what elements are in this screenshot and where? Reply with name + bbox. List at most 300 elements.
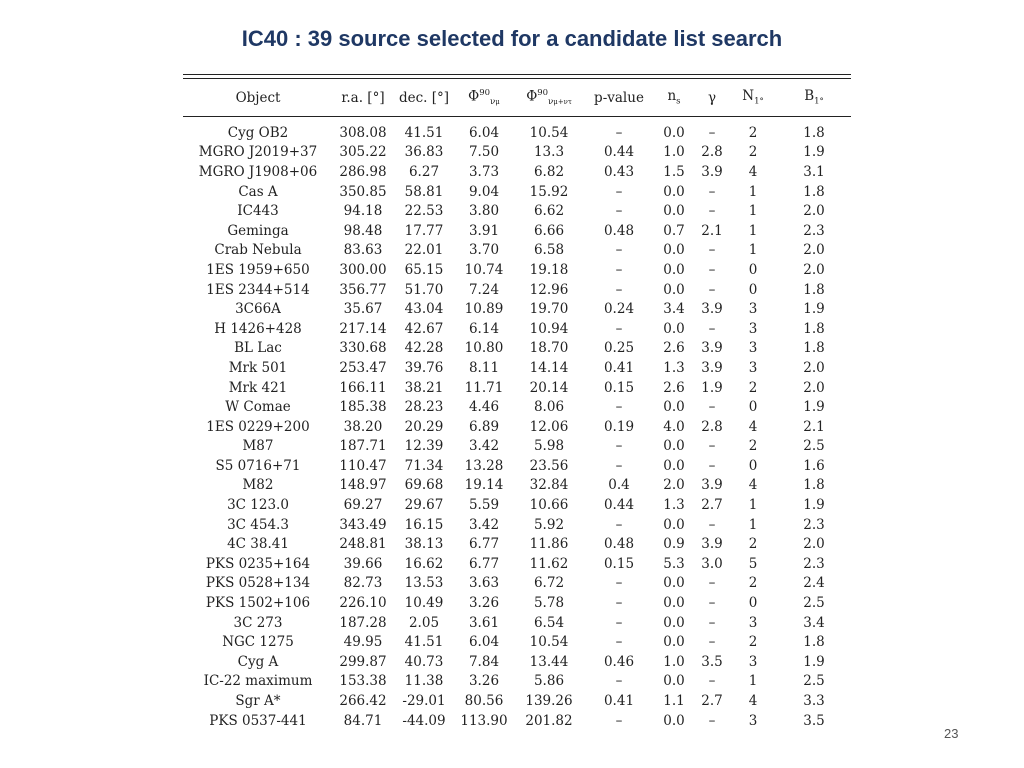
cell-ns: 2.0 — [663, 477, 685, 494]
cell-p-value: 0.24 — [603, 301, 635, 318]
cell-phi-sum: 10.54 — [529, 124, 569, 141]
cell-n1: 1 — [748, 673, 758, 690]
cell-p-value: – — [615, 438, 623, 455]
cell-ns: 1.5 — [663, 163, 685, 180]
cell-ns: 1.0 — [663, 653, 685, 670]
cell-phi-sum: 15.92 — [529, 183, 569, 200]
cell-dec: 38.21 — [404, 379, 444, 396]
cell-phi-sum: 5.86 — [533, 673, 565, 690]
cell-gamma: 3.9 — [701, 536, 723, 553]
cell-phi-numu: 10.80 — [464, 340, 504, 357]
cell-phi-sum: 10.66 — [529, 497, 569, 514]
cell-n1: 5 — [748, 555, 758, 572]
cell-ns: 0.0 — [663, 242, 685, 259]
table-row — [183, 534, 851, 554]
cell-phi-sum: 6.58 — [533, 242, 565, 259]
header-dec: dec. [°] — [393, 79, 455, 117]
table-row — [183, 162, 851, 182]
cell-b1: 3.3 — [803, 693, 825, 710]
table-row — [183, 672, 851, 692]
cell-ns: 0.0 — [663, 320, 685, 337]
cell-p-value: – — [615, 614, 623, 631]
cell-phi-numu: 3.73 — [468, 163, 500, 180]
cell-dec: 40.73 — [404, 653, 444, 670]
cell-p-value: 0.46 — [603, 653, 635, 670]
cell-gamma: – — [708, 124, 716, 141]
cell-p-value: 0.48 — [603, 222, 635, 239]
cell-object: MGRO J1908+06 — [198, 163, 318, 180]
table-row — [183, 221, 851, 241]
source-table — [183, 79, 851, 730]
cell-ns: 0.0 — [663, 516, 685, 533]
cell-dec: 42.28 — [404, 340, 444, 357]
cell-phi-numu: 7.24 — [468, 281, 500, 298]
table-row — [183, 711, 851, 731]
cell-phi-sum: 8.06 — [533, 399, 565, 416]
cell-ns: 0.0 — [663, 712, 685, 729]
cell-dec: 22.01 — [404, 242, 444, 259]
cell-dec: 29.67 — [404, 497, 444, 514]
cell-p-value: – — [615, 399, 623, 416]
cell-ra: 343.49 — [339, 516, 387, 533]
cell-phi-numu: 5.59 — [468, 497, 500, 514]
cell-b1: 1.8 — [803, 340, 825, 357]
cell-n1: 1 — [748, 203, 758, 220]
cell-gamma: – — [708, 595, 716, 612]
page-number: 23 — [944, 726, 959, 741]
cell-phi-numu: 80.56 — [464, 693, 504, 710]
cell-p-value: 0.15 — [603, 555, 635, 572]
cell-n1: 0 — [748, 261, 758, 278]
cell-p-value: 0.41 — [603, 359, 635, 376]
cell-b1: 1.9 — [803, 301, 825, 318]
cell-phi-sum: 11.62 — [529, 555, 569, 572]
cell-b1: 2.1 — [803, 418, 825, 435]
cell-b1: 2.0 — [803, 261, 825, 278]
cell-phi-numu: 6.89 — [468, 418, 500, 435]
cell-gamma: – — [708, 438, 716, 455]
cell-object: 3C66A — [235, 301, 281, 318]
table-row — [183, 476, 851, 496]
cell-ns: 2.6 — [663, 340, 685, 357]
cell-object: 1ES 2344+514 — [206, 281, 310, 298]
cell-phi-numu: 3.63 — [468, 575, 500, 592]
cell-gamma: – — [708, 712, 716, 729]
cell-phi-sum: 13.3 — [533, 144, 565, 161]
cell-dec: 28.23 — [404, 399, 444, 416]
cell-ra: 299.87 — [339, 653, 387, 670]
cell-gamma: – — [708, 673, 716, 690]
cell-dec: 42.67 — [404, 320, 444, 337]
cell-gamma: 2.8 — [701, 418, 723, 435]
cell-ns: 0.0 — [663, 183, 685, 200]
cell-dec: 38.13 — [404, 536, 444, 553]
cell-n1: 4 — [748, 693, 758, 710]
table-row — [183, 593, 851, 613]
cell-object: S5 0716+71 — [215, 457, 301, 474]
cell-phi-numu: 9.04 — [468, 183, 500, 200]
cell-gamma: – — [708, 516, 716, 533]
cell-b1: 2.5 — [803, 595, 825, 612]
cell-phi-numu: 6.77 — [468, 555, 500, 572]
cell-n1: 1 — [748, 242, 758, 259]
cell-phi-numu: 8.11 — [468, 359, 500, 376]
cell-phi-numu: 7.84 — [468, 653, 500, 670]
cell-n1: 3 — [748, 712, 758, 729]
cell-object: PKS 0235+164 — [205, 555, 311, 572]
cell-b1: 2.0 — [803, 379, 825, 396]
table-row — [183, 117, 851, 143]
table-row — [183, 241, 851, 261]
cell-p-value: – — [615, 203, 623, 220]
cell-ra: 330.68 — [339, 340, 387, 357]
header-gamma: γ — [695, 79, 729, 117]
cell-b1: 3.4 — [803, 614, 825, 631]
cell-ra: 110.47 — [339, 457, 387, 474]
cell-gamma: 2.7 — [701, 693, 723, 710]
cell-object: 1ES 1959+650 — [206, 261, 310, 278]
cell-n1: 4 — [748, 163, 758, 180]
cell-object: Cyg OB2 — [227, 124, 289, 141]
cell-phi-numu: 13.28 — [464, 457, 504, 474]
cell-dec: 10.49 — [404, 595, 444, 612]
cell-ns: 3.4 — [663, 301, 685, 318]
cell-phi-sum: 19.70 — [529, 301, 569, 318]
cell-phi-sum: 12.06 — [529, 418, 569, 435]
table-header-row — [183, 79, 851, 117]
cell-n1: 3 — [748, 301, 758, 318]
cell-phi-numu: 4.46 — [468, 399, 500, 416]
cell-object: Sgr A* — [235, 693, 281, 710]
cell-b1: 2.0 — [803, 242, 825, 259]
cell-object: PKS 0528+134 — [205, 575, 311, 592]
cell-n1: 0 — [748, 399, 758, 416]
cell-b1: 2.5 — [803, 438, 825, 455]
cell-b1: 1.9 — [803, 399, 825, 416]
cell-dec: 36.83 — [404, 144, 444, 161]
cell-phi-sum: 5.98 — [533, 438, 565, 455]
cell-gamma: – — [708, 242, 716, 259]
cell-p-value: – — [615, 634, 623, 651]
cell-dec: 71.34 — [404, 457, 444, 474]
cell-b1: 2.5 — [803, 673, 825, 690]
cell-p-value: 0.44 — [603, 497, 635, 514]
cell-b1: 2.0 — [803, 536, 825, 553]
cell-n1: 3 — [748, 340, 758, 357]
cell-phi-sum: 13.44 — [529, 653, 569, 670]
cell-ns: 0.0 — [663, 438, 685, 455]
cell-object: BL Lac — [234, 340, 282, 357]
cell-n1: 1 — [748, 497, 758, 514]
cell-object: 4C 38.41 — [227, 536, 289, 553]
cell-gamma: 3.9 — [701, 301, 723, 318]
cell-phi-numu: 3.70 — [468, 242, 500, 259]
cell-dec: 43.04 — [404, 301, 444, 318]
cell-object: Geminga — [227, 222, 289, 239]
cell-ra: 266.42 — [339, 693, 387, 710]
cell-b1: 2.3 — [803, 516, 825, 533]
cell-ns: 1.0 — [663, 144, 685, 161]
cell-dec: 13.53 — [404, 575, 444, 592]
cell-p-value: 0.41 — [603, 693, 635, 710]
cell-p-value: – — [615, 261, 623, 278]
cell-ra: 253.47 — [339, 359, 387, 376]
cell-ns: 0.0 — [663, 595, 685, 612]
cell-n1: 4 — [748, 477, 758, 494]
cell-phi-sum: 6.82 — [533, 163, 565, 180]
table-row — [183, 554, 851, 574]
cell-dec: 39.76 — [404, 359, 444, 376]
cell-gamma: 3.5 — [701, 653, 723, 670]
cell-ra: 356.77 — [339, 281, 387, 298]
cell-b1: 2.0 — [803, 203, 825, 220]
cell-p-value: – — [615, 183, 623, 200]
cell-phi-numu: 6.04 — [468, 634, 500, 651]
cell-phi-numu: 19.14 — [464, 477, 504, 494]
table-row — [183, 182, 851, 202]
cell-gamma: – — [708, 183, 716, 200]
cell-gamma: – — [708, 614, 716, 631]
cell-dec: 22.53 — [404, 203, 444, 220]
cell-n1: 3 — [748, 614, 758, 631]
cell-phi-sum: 5.92 — [533, 516, 565, 533]
table-row — [183, 260, 851, 280]
cell-p-value: – — [615, 516, 623, 533]
cell-ra: 226.10 — [339, 595, 387, 612]
cell-dec: 16.15 — [404, 516, 444, 533]
cell-phi-numu: 3.26 — [468, 673, 500, 690]
cell-p-value: – — [615, 124, 623, 141]
cell-gamma: – — [708, 575, 716, 592]
table-row — [183, 691, 851, 711]
cell-dec: 16.62 — [404, 555, 444, 572]
cell-phi-numu: 10.89 — [464, 301, 504, 318]
cell-ns: 0.0 — [663, 399, 685, 416]
cell-n1: 2 — [748, 144, 758, 161]
header-object: Object — [183, 79, 333, 117]
cell-ra: 69.27 — [343, 497, 383, 514]
cell-dec: 11.38 — [404, 673, 444, 690]
cell-ra: 82.73 — [343, 575, 383, 592]
cell-ra: 185.38 — [339, 399, 387, 416]
cell-p-value: – — [615, 673, 623, 690]
cell-p-value: – — [615, 595, 623, 612]
cell-ra: 286.98 — [339, 163, 387, 180]
cell-dec: 69.68 — [404, 477, 444, 494]
cell-object: PKS 0537-441 — [209, 712, 307, 729]
cell-gamma: 3.0 — [701, 555, 723, 572]
cell-b1: 1.8 — [803, 477, 825, 494]
cell-b1: 1.9 — [803, 144, 825, 161]
cell-phi-numu: 3.91 — [468, 222, 500, 239]
cell-n1: 2 — [748, 634, 758, 651]
cell-b1: 2.0 — [803, 359, 825, 376]
cell-gamma: 3.9 — [701, 340, 723, 357]
cell-p-value: – — [615, 281, 623, 298]
cell-b1: 1.9 — [803, 653, 825, 670]
cell-object: IC443 — [237, 203, 279, 220]
cell-ra: 166.11 — [339, 379, 387, 396]
cell-b1: 3.5 — [803, 712, 825, 729]
cell-object: Cas A — [238, 183, 278, 200]
cell-p-value: – — [615, 242, 623, 259]
header-b1: $B_{1^\circ}$ — [777, 79, 851, 117]
header-ra: r.a. [°] — [333, 79, 393, 117]
table-row — [183, 339, 851, 359]
table-row — [183, 280, 851, 300]
cell-ra: 94.18 — [343, 203, 383, 220]
cell-ra: 350.85 — [339, 183, 387, 200]
cell-ns: 1.1 — [663, 693, 685, 710]
cell-n1: 3 — [748, 359, 758, 376]
cell-phi-numu: 7.50 — [468, 144, 500, 161]
cell-gamma: 2.7 — [701, 497, 723, 514]
cell-b1: 1.6 — [803, 457, 825, 474]
cell-phi-sum: 12.96 — [529, 281, 569, 298]
cell-dec: 65.15 — [404, 261, 444, 278]
cell-n1: 2 — [748, 124, 758, 141]
cell-dec: 58.81 — [404, 183, 444, 200]
source-table-container — [183, 74, 851, 730]
table-row — [183, 652, 851, 672]
cell-ra: 49.95 — [343, 634, 383, 651]
cell-gamma: 2.8 — [701, 144, 723, 161]
cell-phi-numu: 10.74 — [464, 261, 504, 278]
cell-phi-sum: 20.14 — [529, 379, 569, 396]
table-row — [183, 437, 851, 457]
cell-ra: 98.48 — [343, 222, 383, 239]
cell-phi-numu: 3.61 — [468, 614, 500, 631]
cell-phi-numu: 3.80 — [468, 203, 500, 220]
cell-ns: 5.3 — [663, 555, 685, 572]
table-body — [183, 117, 851, 731]
cell-dec: 17.77 — [404, 222, 444, 239]
cell-p-value: 0.4 — [608, 477, 630, 494]
cell-ns: 0.0 — [663, 673, 685, 690]
cell-phi-numu: 3.42 — [468, 516, 500, 533]
cell-p-value: – — [615, 457, 623, 474]
cell-p-value: 0.48 — [603, 536, 635, 553]
cell-ns: 0.0 — [663, 575, 685, 592]
cell-ns: 0.0 — [663, 124, 685, 141]
header-n1: $N_{1^\circ}$ — [729, 79, 777, 117]
cell-ra: 39.66 — [343, 555, 383, 572]
table-row — [183, 378, 851, 398]
cell-n1: 1 — [748, 516, 758, 533]
cell-n1: 2 — [748, 536, 758, 553]
table-row — [183, 515, 851, 535]
cell-gamma: – — [708, 203, 716, 220]
cell-phi-sum: 139.26 — [525, 693, 573, 710]
header-p-value: p-value — [585, 79, 653, 117]
cell-ra: 83.63 — [343, 242, 383, 259]
cell-phi-sum: 201.82 — [525, 712, 573, 729]
cell-n1: 0 — [748, 457, 758, 474]
table-row — [183, 613, 851, 633]
cell-phi-sum: 18.70 — [529, 340, 569, 357]
cell-b1: 1.8 — [803, 124, 825, 141]
cell-ra: 187.71 — [339, 438, 387, 455]
cell-b1: 1.8 — [803, 634, 825, 651]
cell-object: M82 — [242, 477, 274, 494]
cell-object: PKS 1502+106 — [205, 595, 311, 612]
cell-ns: 0.9 — [663, 536, 685, 553]
cell-ns: 0.0 — [663, 614, 685, 631]
cell-phi-sum: 10.54 — [529, 634, 569, 651]
cell-phi-numu: 6.04 — [468, 124, 500, 141]
cell-object: Mrk 501 — [228, 359, 288, 376]
cell-b1: 1.8 — [803, 281, 825, 298]
cell-p-value: – — [615, 575, 623, 592]
cell-phi-sum: 23.56 — [529, 457, 569, 474]
cell-phi-numu: 3.26 — [468, 595, 500, 612]
cell-ns: 0.0 — [663, 281, 685, 298]
cell-dec: 41.51 — [404, 124, 444, 141]
cell-phi-sum: 10.94 — [529, 320, 569, 337]
cell-p-value: 0.19 — [603, 418, 635, 435]
cell-ra: 300.00 — [339, 261, 387, 278]
cell-ra: 153.38 — [339, 673, 387, 690]
cell-dec: 2.05 — [408, 614, 440, 631]
table-row — [183, 299, 851, 319]
header-phi-numu: $\Phi^{90}_{\nu\mu}$ — [455, 79, 513, 117]
cell-phi-sum: 11.86 — [529, 536, 569, 553]
cell-n1: 2 — [748, 379, 758, 396]
cell-dec: 20.29 — [404, 418, 444, 435]
cell-ns: 0.7 — [663, 222, 685, 239]
cell-object: 1ES 0229+200 — [206, 418, 310, 435]
table-row — [183, 632, 851, 652]
cell-phi-numu: 113.90 — [460, 712, 508, 729]
cell-n1: 0 — [748, 595, 758, 612]
cell-p-value: 0.44 — [603, 144, 635, 161]
cell-gamma: 1.9 — [701, 379, 723, 396]
cell-b1: 2.3 — [803, 555, 825, 572]
cell-p-value: – — [615, 712, 623, 729]
cell-n1: 2 — [748, 575, 758, 592]
cell-ra: 308.08 — [339, 124, 387, 141]
header-phi-sum: $\Phi^{90}_{\nu\mu+\nu\tau}$ — [513, 79, 585, 117]
cell-n1: 4 — [748, 418, 758, 435]
cell-ns: 0.0 — [663, 203, 685, 220]
cell-ns: 1.3 — [663, 359, 685, 376]
cell-dec: 51.70 — [404, 281, 444, 298]
cell-ra: 187.28 — [339, 614, 387, 631]
cell-phi-sum: 6.72 — [533, 575, 565, 592]
cell-n1: 0 — [748, 281, 758, 298]
cell-object: H 1426+428 — [214, 320, 302, 337]
cell-gamma: 3.9 — [701, 163, 723, 180]
cell-phi-numu: 3.42 — [468, 438, 500, 455]
cell-p-value: 0.25 — [603, 340, 635, 357]
cell-ra: 248.81 — [339, 536, 387, 553]
cell-ra: 35.67 — [343, 301, 383, 318]
cell-phi-sum: 6.66 — [533, 222, 565, 239]
cell-phi-numu: 6.77 — [468, 536, 500, 553]
cell-ns: 0.0 — [663, 457, 685, 474]
table-row — [183, 456, 851, 476]
cell-phi-numu: 11.71 — [464, 379, 504, 396]
cell-phi-sum: 5.78 — [533, 595, 565, 612]
cell-ra: 217.14 — [339, 320, 387, 337]
cell-ra: 148.97 — [339, 477, 387, 494]
table-row — [183, 358, 851, 378]
cell-gamma: 3.9 — [701, 477, 723, 494]
cell-ra: 84.71 — [343, 712, 383, 729]
cell-p-value: 0.15 — [603, 379, 635, 396]
cell-ra: 38.20 — [343, 418, 383, 435]
table-row — [183, 319, 851, 339]
